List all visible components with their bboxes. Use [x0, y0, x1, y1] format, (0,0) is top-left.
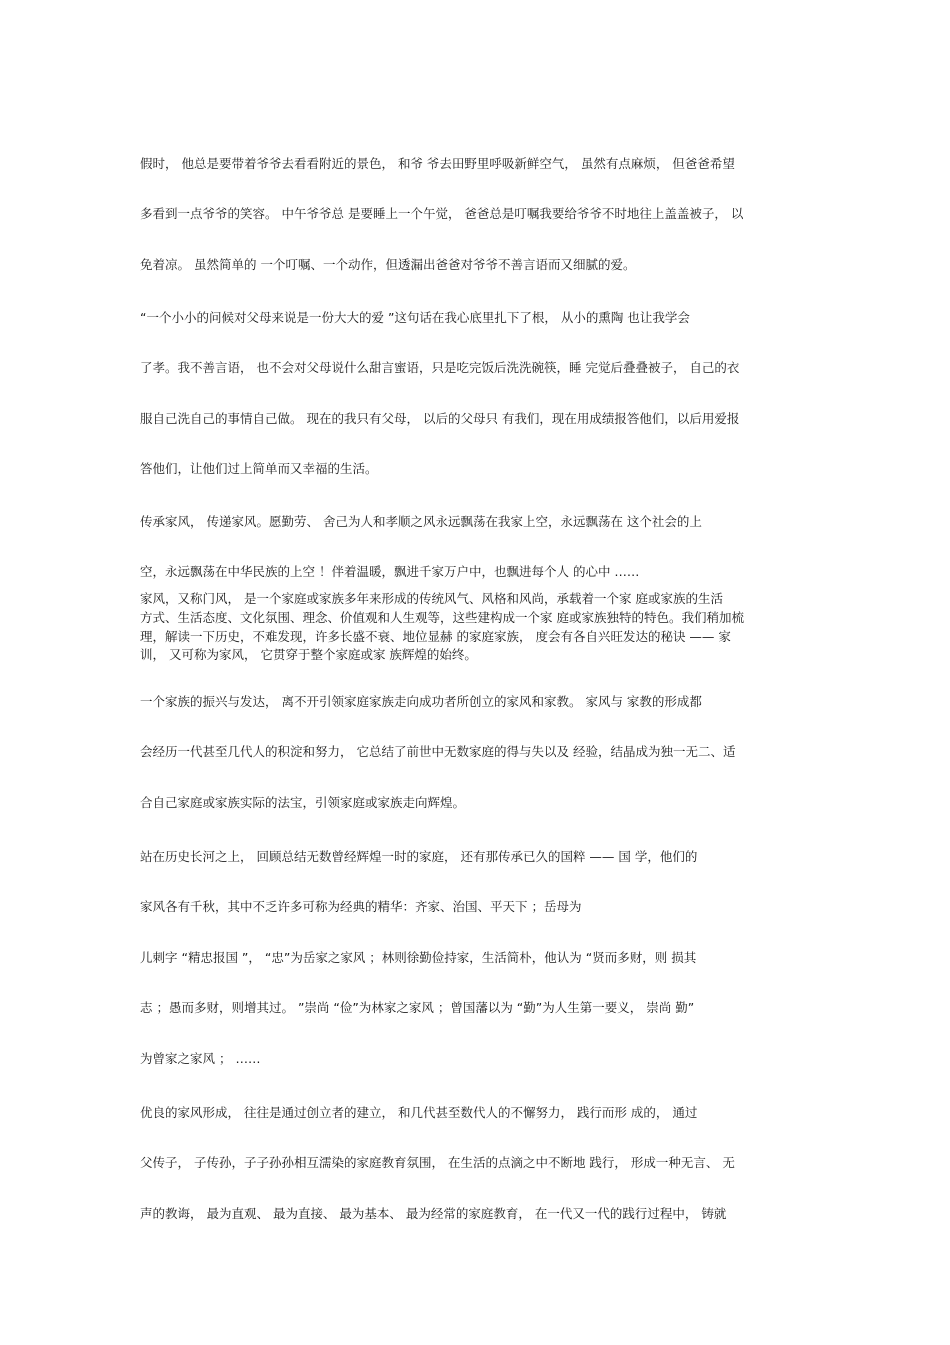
text-line: 理，解读一下历史，不难发现，许多长盛不衰、地位显赫 的家庭家族， 度会有各自兴旺发达的秘诀 —— 家	[140, 629, 731, 644]
text-line: 为曾家之家风 ； ……	[140, 1051, 261, 1066]
text-line: “一个小小的问候对父母来说是一份大大的爱 ”这句话在我心底里扎下了根， 从小的熏陶 也让我学会	[140, 310, 690, 325]
text-line: 优良的家风形成， 往往是通过创立者的建立， 和几代甚至数代人的不懈努力， 践行而形 成的， 通过	[140, 1105, 698, 1120]
text-line: 会经历一代甚至几代人的积淀和努力， 它总结了前世中无数家庭的得与失以及 经验，结晶成为独一无二、适	[140, 744, 736, 759]
text-line: 志 ；愚而多财，则增其过。 ”崇尚 “俭”为林家之家风 ；曾国藩以为 “勤”为人生第一要义， 崇尚 勤”	[140, 1000, 695, 1015]
text-line: 合自己家庭或家族实际的法宝，引领家庭或家族走向辉煌。	[140, 795, 466, 810]
text-line: 答他们，让他们过上简单而又幸福的生活。	[140, 461, 378, 476]
text-line: 免着凉。 虽然简单的 一个叮嘱、一个动作，但透漏出爸爸对爷爷不善言语而又细腻的爱。	[140, 257, 636, 272]
text-line: 假时， 他总是要带着爷爷去看看附近的景色， 和爷 爷去田野里呼吸新鲜空气， 虽然有点麻烦， 但爸爸希望	[140, 156, 735, 171]
text-line: 传承家风， 传递家风。愿勤劳、 舍己为人和孝顺之风永远飘荡在我家上空，永远飘荡在 这个社会的上	[140, 514, 702, 529]
text-line: 服自己洗自己的事情自己做。 现在的我只有父母， 以后的父母只 有我们，现在用成绩报答他们，以后用爱报	[140, 411, 740, 426]
text-line: 空，永远飘荡在中华民族的上空 ！伴着温暖，飘进千家万户中，也飘进每个人 的心中 ……	[140, 564, 640, 579]
text-line: 一个家族的振兴与发达， 离不开引领家庭家族走向成功者所创立的家风和家教。 家风与 家教的形成都	[140, 694, 702, 709]
text-line: 儿刺字 “精忠报国 ”， “忠”为岳家之家风 ；林则徐勤俭持家，生活简朴，他认为 “贤而多财，则 损其	[140, 950, 697, 965]
text-line: 家风，又称门风， 是一个家庭或家族多年来形成的传统风气、风格和风尚，承载着一个家 庭或家族的生活	[140, 591, 723, 606]
text-line: 多看到一点爷爷的笑容。 中午爷爷总 是要睡上一个午觉， 爸爸总是叮嘱我要给爷爷不时地往上盖盖被子， 以	[140, 206, 744, 221]
text-line: 站在历史长河之上， 回顾总结无数曾经辉煌一时的家庭， 还有那传承已久的国粹 —— 国 学，他们的	[140, 849, 698, 864]
text-line: 声的教诲， 最为直观、 最为直接、 最为基本、 最为经常的家庭教育， 在一代又一代的践行过程中， 铸就	[140, 1206, 727, 1221]
text-line: 训， 又可称为家风， 它贯穿于整个家庭或家 族辉煌的始终。	[140, 647, 477, 662]
text-line: 方式、生活态度、文化氛围、理念、价值观和人生观等，这些建构成一个家 庭或家族独特的特色。我们稍加梳	[140, 610, 744, 625]
text-line: 家风各有千秋，其中不乏许多可称为经典的精华：齐家、治国、平天下 ；岳母为	[140, 899, 582, 914]
text-line: 父传子， 子传孙，子子孙孙相互濡染的家庭教育氛围， 在生活的点滴之中不断地 践行， 形成一种无言、 无	[140, 1155, 735, 1170]
text-line: 了孝。我不善言语， 也不会对父母说什么甜言蜜语，只是吃完饭后洗洗碗筷，睡 完觉后叠叠被子， 自己的衣	[140, 360, 740, 375]
